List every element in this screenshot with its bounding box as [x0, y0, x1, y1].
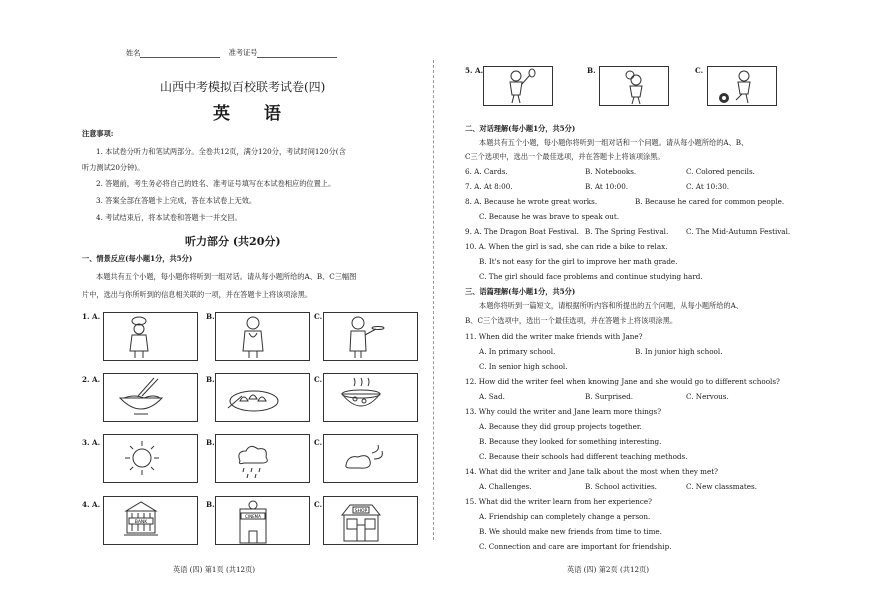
question-label: 2. A. — [82, 375, 101, 384]
question-option: 9. A. The Dragon Boat Festival. — [465, 227, 579, 236]
option-label: B. — [206, 438, 215, 447]
bank-sign-text: BANK — [134, 520, 148, 525]
name-label: 姓名 — [126, 48, 141, 58]
chef-icon — [103, 312, 198, 361]
section2-title: 二、对话理解(每小题1分，共5分) — [465, 124, 576, 133]
question-option: A. In primary school. — [479, 347, 556, 356]
question-option: 7. A. At 8:00. — [465, 182, 513, 191]
page-footer: 英语 (四) 第2页 (共12页) — [567, 565, 650, 574]
question-option: 6. A. Cards. — [465, 167, 508, 176]
wind-icon — [323, 434, 418, 483]
section3-desc: 本题你将听到一篇短文，请根据所听内容和所提出的五个问题，从每小题所给的A、 — [479, 301, 743, 310]
subject-title: 英 语 — [213, 104, 295, 124]
shop-sign-text: SHOP — [354, 509, 368, 514]
question-option: C. The Mid-Autumn Festival. — [686, 227, 791, 236]
question-text: 12. How did the writer feel when knowing Jane and she would go to different schools? — [465, 377, 780, 386]
question-option: A. Challenges. — [479, 482, 532, 491]
option-label: C. — [314, 438, 323, 447]
doctor-icon — [215, 312, 310, 361]
question-option: B. Because he cared for common people. — [635, 197, 785, 206]
left-page — [0, 0, 432, 615]
page-footer: 英语 (四) 第1页 (共12页) — [173, 565, 256, 574]
option-label: B. — [587, 66, 596, 75]
question-text: 15. What did the writer learn from her experience? — [465, 497, 653, 506]
question-text: 11. When did the writer make friends with Jane? — [465, 332, 643, 341]
option-label: B. — [206, 312, 215, 321]
note-line: 3. 答案全部在答题卡上完成，答在本试卷上无效。 — [96, 196, 257, 205]
rain-cloud-icon — [215, 434, 310, 483]
question-label: 4. A. — [82, 500, 101, 509]
notes-title: 注意事项: — [82, 129, 114, 138]
question-option: C. New classmates. — [686, 482, 757, 491]
question-option: B. Surprised. — [585, 392, 634, 401]
question-option: B. We should make new friends from time to time. — [479, 527, 662, 536]
player-football-icon — [707, 66, 777, 106]
option-label: C. — [314, 375, 323, 384]
question-option: A. Friendship can completely change a person. — [479, 512, 651, 521]
cinema-icon — [215, 496, 310, 545]
section1-desc: 片中，选出与你所听到的信息相关联的一项，并在答题卡上将该项涂黑。 — [82, 290, 313, 299]
option-label: B. — [206, 500, 215, 509]
question-option: B. School activities. — [585, 482, 657, 491]
question-option: C. Colored pencils. — [686, 167, 755, 176]
exam-number-line — [257, 49, 337, 58]
question-option: A. Because they did group projects together. — [479, 422, 642, 431]
question-option: B. Notebooks. — [585, 167, 637, 176]
question-text: 14. What did the writer and Jane talk about the most when they met? — [465, 467, 718, 476]
section3-desc: B、C三个选项中，选出一个最佳选项，并在答题卡上将该项涂黑。 — [465, 316, 678, 325]
player-basketball-icon — [599, 66, 669, 106]
question-option: 8. A. Because he wrote great works. — [465, 197, 598, 206]
note-line: 听力测试20分钟)。 — [82, 163, 145, 172]
question-option: B. It's not easy for the girl to improve her math grade. — [479, 257, 678, 266]
player-racket-icon — [483, 66, 553, 106]
question-option: C. Because their schools had different teaching methods. — [479, 452, 688, 461]
question-option: C. The girl should face problems and continue studying hard. — [479, 272, 703, 281]
section2-desc: 本题共有五个小题，每小题你将听到一组对话和一个问题。请从每小题所给的A、B、 — [479, 138, 749, 147]
section1-title: 一、情景反应(每小题1分，共5分) — [82, 254, 193, 263]
bank-icon — [103, 496, 198, 545]
option-label: C. — [314, 312, 323, 321]
section2-desc: C三个选项中，选出一个最佳选项，并在答题卡上将该项涂黑。 — [465, 152, 665, 161]
question-option: C. Because he was brave to speak out. — [479, 212, 620, 221]
listening-title: 听力部分 (共20分) — [185, 235, 281, 248]
waiter-icon — [323, 312, 418, 361]
question-option: C. At 10:30. — [686, 182, 730, 191]
question-option: B. In junior high school. — [635, 347, 723, 356]
name-field-row — [126, 49, 337, 58]
question-option: C. In senior high school. — [479, 362, 568, 371]
question-option: B. The Spring Festival. — [585, 227, 669, 236]
right-page — [437, 0, 870, 615]
question-option: A. Sad. — [479, 392, 505, 401]
question-option: B. Because they looked for something interesting. — [479, 437, 662, 446]
exam-number-label: 准考证号 — [228, 48, 258, 58]
question-label: 1. A. — [82, 312, 101, 321]
sun-icon — [103, 434, 198, 483]
option-label: C. — [695, 66, 704, 75]
section1-desc: 本题共有五个小题，每小题你将听到一组对话。请从每小题所给的A、B、C三幅图 — [96, 272, 357, 281]
soup-bowl-icon — [323, 373, 418, 422]
question-option: B. At 10:00. — [585, 182, 629, 191]
question-text: 13. Why could the writer and Jane learn more things? — [465, 407, 662, 416]
name-line — [140, 49, 220, 58]
section3-title: 三、语篇理解(每小题1分，共5分) — [465, 287, 576, 296]
option-label: C. — [314, 500, 323, 509]
exam-title: 山西中考模拟百校联考试卷(四) — [160, 80, 326, 94]
shop-icon — [323, 496, 418, 545]
question-option: C. Connection and care are important for friendship. — [479, 542, 672, 551]
question-option: C. Nervous. — [686, 392, 729, 401]
page-divider — [433, 60, 434, 540]
noodles-icon — [103, 373, 198, 422]
option-label: B. — [206, 375, 215, 384]
cinema-sign-text: CINEMA — [245, 514, 261, 519]
question-label: 5. A. — [465, 66, 484, 75]
note-line: 1. 本试卷分听力和笔试两部分。全卷共12页，满分120分，考试时间120分(含 — [96, 147, 346, 156]
question-option: 10. A. When the girl is sad, she can ride a bike to relax. — [465, 242, 668, 251]
note-line: 2. 答题前，考生务必将自己的姓名、准考证号填写在本试卷相应的位置上。 — [96, 179, 336, 188]
note-line: 4. 考试结束后，将本试卷和答题卡一并交回。 — [96, 213, 242, 222]
question-label: 3. A. — [82, 438, 101, 447]
dumplings-icon — [215, 373, 310, 422]
